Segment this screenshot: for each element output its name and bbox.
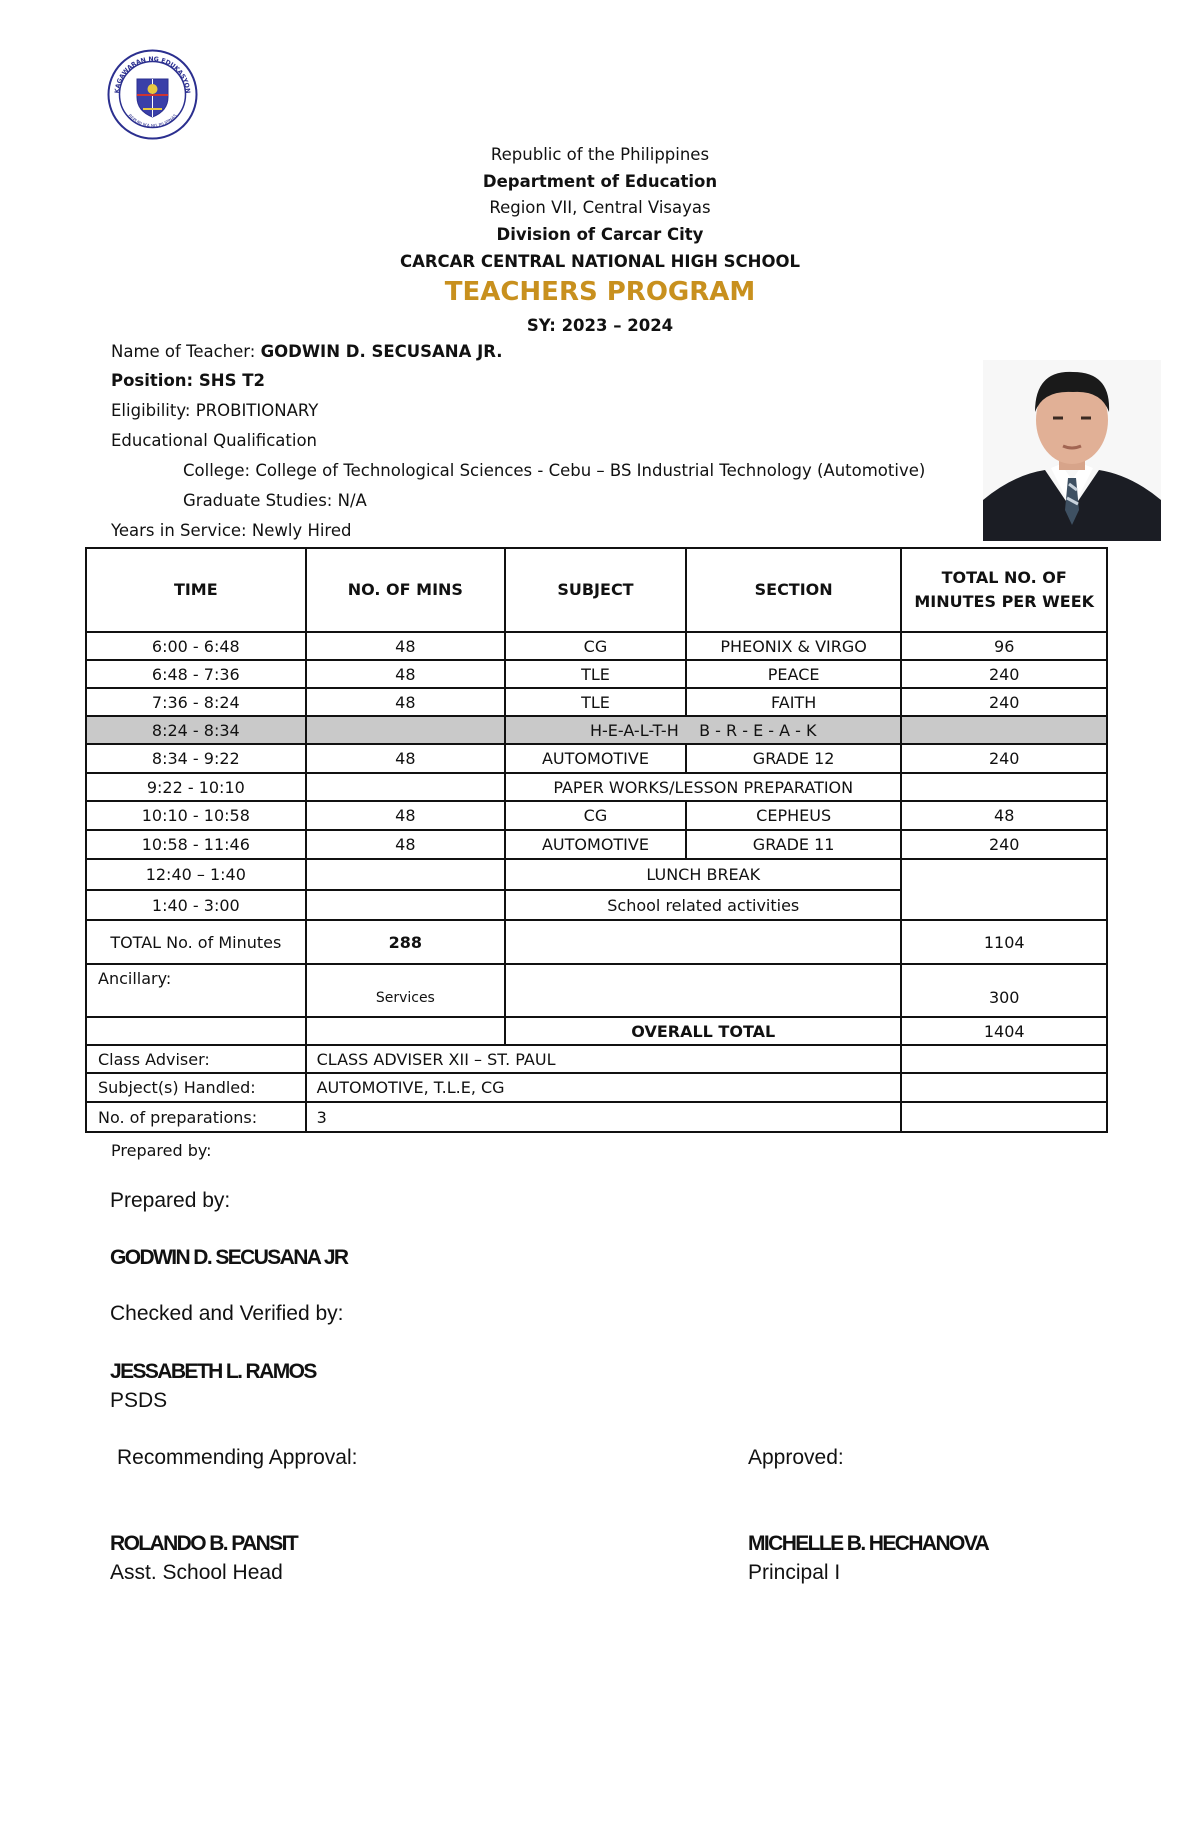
- graduate-label: Graduate Studies:: [183, 491, 338, 510]
- header-time: TIME: [86, 548, 306, 632]
- table-row: [86, 773, 1107, 801]
- row-total-empty: [901, 716, 1107, 744]
- subjects-empty: [901, 1073, 1107, 1102]
- header-subject: SUBJECT: [505, 548, 686, 632]
- deped-seal-logo: [107, 49, 198, 140]
- eligibility-label: Eligibility:: [111, 401, 196, 420]
- prepared-small-label: Prepared by:: [111, 1141, 212, 1160]
- row-merged: PAPER WORKS/LESSON PREPARATION: [505, 773, 901, 801]
- preparations-value: 3: [306, 1102, 902, 1132]
- teacher-photo: [983, 360, 1161, 541]
- position-value: SHS T2: [198, 371, 265, 390]
- seal-bottom-text: REPUBLIKA NG PILIPINAS: [126, 113, 179, 130]
- years-value: Newly Hired: [251, 521, 352, 540]
- checked-title: PSDS: [110, 1389, 168, 1412]
- education-label: Educational Qualification: [111, 431, 317, 450]
- row-merged: LUNCH BREAK: [505, 859, 901, 890]
- approved-name: MICHELLE B. HECHANOVA: [748, 1532, 989, 1555]
- graduate-row: [183, 491, 367, 510]
- ancillary-empty: [505, 964, 901, 1017]
- row-mins: 48: [306, 688, 505, 716]
- adviser-row: [86, 1045, 1107, 1073]
- row-total: 48: [901, 801, 1107, 830]
- overall-label: OVERALL TOTAL: [505, 1017, 901, 1045]
- row-mins: 48: [306, 801, 505, 830]
- row-time: 1:40 - 3:00: [86, 890, 306, 920]
- overall-row: [86, 1017, 1107, 1045]
- ancillary-total: 300: [901, 964, 1107, 1017]
- row-mins: 48: [306, 632, 505, 660]
- row-merged: School related activities: [505, 890, 901, 920]
- total-mins: 288: [306, 920, 505, 964]
- eligibility-row: [111, 401, 318, 420]
- row-merged: H-E-A-L-T-H B - R - E - A - K: [505, 716, 901, 744]
- table-row: [86, 830, 1107, 859]
- row-subject: TLE: [505, 660, 686, 688]
- table-row: [86, 688, 1107, 716]
- college-value: College of Technological Sciences - Cebu – BS Industrial Technology (Automotive): [255, 461, 926, 480]
- prepared-label: Prepared by:: [110, 1189, 231, 1212]
- header-section: SECTION: [686, 548, 902, 632]
- row-mins-empty: [306, 890, 505, 920]
- recommending-title: Asst. School Head: [110, 1561, 283, 1584]
- table-row: [86, 744, 1107, 773]
- page-title: TEACHERS PROGRAM: [444, 277, 756, 307]
- row-total: 240: [901, 830, 1107, 859]
- row-subject: AUTOMOTIVE: [505, 830, 686, 859]
- adviser-value: CLASS ADVISER XII – ST. PAUL: [306, 1045, 902, 1073]
- row-time: 10:58 - 11:46: [86, 830, 306, 859]
- preparations-row: [86, 1102, 1107, 1132]
- row-section: CEPHEUS: [686, 801, 902, 830]
- college-row: [183, 461, 925, 480]
- adviser-label: Class Adviser:: [86, 1045, 306, 1073]
- lunch-row: [86, 859, 1107, 890]
- row-section: FAITH: [686, 688, 902, 716]
- table-header-row: [86, 548, 1107, 632]
- approved-title: Principal I: [748, 1561, 841, 1584]
- row-section: PHEONIX & VIRGO: [686, 632, 902, 660]
- row-total-empty: [901, 859, 1107, 920]
- row-time: 8:24 - 8:34: [86, 716, 306, 744]
- total-row: [86, 920, 1107, 964]
- overall-empty: [306, 1017, 505, 1045]
- total-week: 1104: [901, 920, 1107, 964]
- subjects-row: [86, 1073, 1107, 1102]
- prepared-name: GODWIN D. SECUSANA JR: [110, 1246, 348, 1269]
- row-subject: CG: [505, 801, 686, 830]
- row-time: 9:22 - 10:10: [86, 773, 306, 801]
- subjects-label: Subject(s) Handled:: [86, 1073, 306, 1102]
- table-row: [86, 660, 1107, 688]
- row-total: 240: [901, 688, 1107, 716]
- total-label: TOTAL No. of Minutes: [86, 920, 306, 964]
- row-time: 6:00 - 6:48: [86, 632, 306, 660]
- teacher-name: GODWIN D. SECUSANA JR.: [260, 342, 503, 361]
- graduate-value: N/A: [337, 491, 367, 510]
- header-total: TOTAL NO. OF MINUTES PER WEEK: [901, 548, 1107, 632]
- row-subject: CG: [505, 632, 686, 660]
- row-total-empty: [901, 773, 1107, 801]
- eligibility-value: PROBITIONARY: [195, 401, 319, 420]
- adviser-empty: [901, 1045, 1107, 1073]
- overall-empty: [86, 1017, 306, 1045]
- checked-name: JESSABETH L. RAMOS: [110, 1360, 316, 1383]
- department-line: Department of Education: [482, 172, 718, 191]
- row-total: 240: [901, 744, 1107, 773]
- overall-total: 1404: [901, 1017, 1107, 1045]
- row-mins-empty: [306, 716, 505, 744]
- recommending-label: Recommending Approval:: [117, 1446, 358, 1469]
- years-row: [111, 521, 351, 540]
- row-time: 7:36 - 8:24: [86, 688, 306, 716]
- ancillary-row: [86, 964, 1107, 1017]
- row-mins: 48: [306, 744, 505, 773]
- row-subject: AUTOMOTIVE: [505, 744, 686, 773]
- row-mins: 48: [306, 830, 505, 859]
- preparations-empty: [901, 1102, 1107, 1132]
- ancillary-label: Ancillary:: [86, 964, 306, 1017]
- ancillary-services: Services: [306, 964, 505, 1017]
- row-time: 6:48 - 7:36: [86, 660, 306, 688]
- college-label: College:: [183, 461, 256, 480]
- row-section: GRADE 12: [686, 744, 902, 773]
- subjects-value: AUTOMOTIVE, T.L.E, CG: [306, 1073, 902, 1102]
- preparations-label: No. of preparations:: [86, 1102, 306, 1132]
- row-time: 8:34 - 9:22: [86, 744, 306, 773]
- total-empty: [505, 920, 901, 964]
- row-time: 12:40 – 1:40: [86, 859, 306, 890]
- republic-line: Republic of the Philippines: [490, 145, 710, 164]
- header-mins: NO. OF MINS: [306, 548, 505, 632]
- teacher-name-label: Name of Teacher:: [111, 342, 261, 361]
- row-subject: TLE: [505, 688, 686, 716]
- checked-label: Checked and Verified by:: [110, 1302, 344, 1325]
- row-section: PEACE: [686, 660, 902, 688]
- row-mins-empty: [306, 859, 505, 890]
- row-mins-empty: [306, 773, 505, 801]
- position-row: [111, 371, 265, 390]
- division-line: Division of Carcar City: [496, 225, 704, 244]
- position-label: Position:: [111, 371, 199, 390]
- school-name: CARCAR CENTRAL NATIONAL HIGH SCHOOL: [399, 252, 801, 271]
- row-section: GRADE 11: [686, 830, 902, 859]
- approved-label: Approved:: [748, 1446, 844, 1469]
- row-time: 10:10 - 10:58: [86, 801, 306, 830]
- years-label: Years in Service:: [111, 521, 252, 540]
- school-year: SY: 2023 – 2024: [526, 316, 674, 335]
- seal-ring-text: KAGAWARAN NG EDUKASYON: [113, 55, 192, 94]
- table-row: [86, 801, 1107, 830]
- region-line: Region VII, Central Visayas: [489, 198, 711, 217]
- row-total: 240: [901, 660, 1107, 688]
- row-mins: 48: [306, 660, 505, 688]
- teacher-name-row: [111, 342, 503, 361]
- recommending-name: ROLANDO B. PANSIT: [110, 1532, 298, 1555]
- health-break-row: [86, 716, 1107, 744]
- schedule-table: [85, 547, 1108, 1133]
- row-total: 96: [901, 632, 1107, 660]
- table-row: [86, 632, 1107, 660]
